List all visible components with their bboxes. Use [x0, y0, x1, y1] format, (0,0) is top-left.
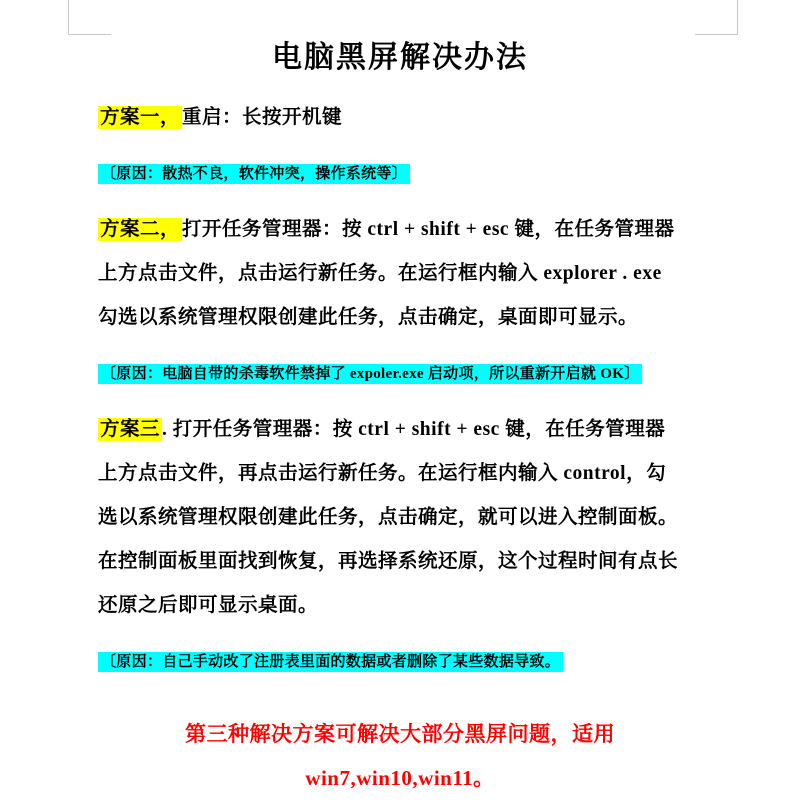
spacer: [0, 340, 800, 354]
spacer: [0, 76, 800, 96]
section-2-line-1: 打开任务管理器：按 ctrl + shift + esc 键，在任务管理器: [182, 219, 675, 240]
section-2-label: 方案二，: [100, 219, 181, 240]
section-3-line-5: 还原之后即可显示桌面。: [98, 595, 319, 616]
section-3-line-1: . 打开任务管理器：按 ctrl + shift + esc 键，在任务管理器: [162, 419, 666, 440]
section-2-paragraph: [0, 208, 800, 340]
spacer: [0, 682, 800, 712]
footer-line-2: win7,win10,win11。: [305, 766, 495, 790]
footer-line-1: 第三种解决方案可解决大部分黑屏问题，适用: [185, 722, 615, 746]
section-2-line-3: 勾选以系统管理权限创建此任务，点击确定，桌面即可显示。: [98, 307, 639, 328]
spacer: [0, 194, 800, 208]
section-2-note-text: 〔原因：电脑自带的杀毒软件禁掉了 expoler.exe 启动项，所以重新开启就 OK〕: [98, 364, 642, 384]
section-1-text: 重启：长按开机键: [182, 107, 343, 128]
spacer: [0, 628, 800, 642]
section-3-note: [0, 642, 800, 682]
section-1-paragraph: [0, 96, 800, 140]
section-1-note-text: 〔原因：散热不良，软件冲突，操作系统等〕: [98, 164, 410, 184]
spacer: [0, 140, 800, 154]
section-3-note-text: 〔原因：自己手动改了注册表里面的数据或者删除了某些数据导致。: [98, 652, 563, 672]
section-3-label: 方案三: [100, 419, 161, 440]
spacer: [0, 394, 800, 408]
section-1-note: [0, 154, 800, 194]
footer-conclusion: [0, 712, 800, 800]
section-3-paragraph: [0, 408, 800, 628]
section-2-line-2: 上方点击文件，点击运行新任务。在运行框内输入 explorer . exe: [98, 263, 662, 284]
section-3-line-3: 选以系统管理权限创建此任务，点击确定，就可以进入控制面板。: [98, 507, 679, 528]
section-2-note: [0, 354, 800, 394]
section-1-label: 方案一，: [100, 107, 181, 128]
section-3-line-4: 在控制面板里面找到恢复，再选择系统还原，这个过程时间有点长: [98, 551, 679, 572]
section-3-line-2: 上方点击文件，再点击运行新任务。在运行框内输入 control，勾: [98, 463, 667, 484]
page-title: 电脑黑屏解决办法: [272, 41, 528, 74]
